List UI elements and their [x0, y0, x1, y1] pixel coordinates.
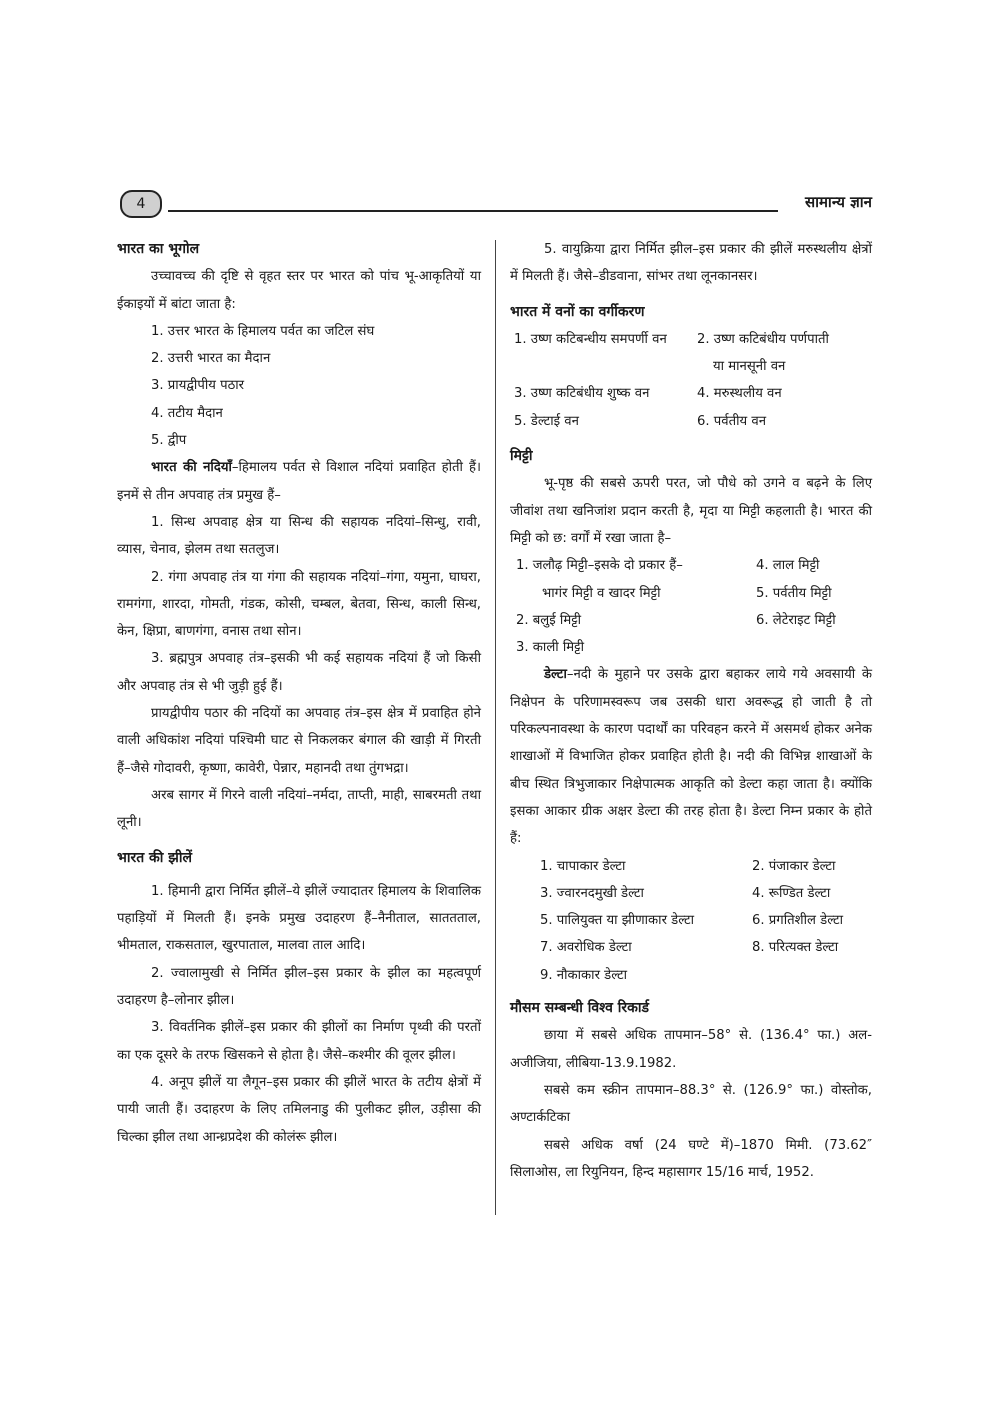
page-header — [120, 190, 872, 220]
delta-item: 4. रूण्डित डेल्टा — [752, 885, 831, 901]
forest-item: या मानसूनी वन — [713, 359, 786, 375]
soil-list — [510, 552, 872, 661]
lakes-paragraph: 5. वायुक्रिया द्वारा निर्मित झील–इस प्रकार की झीलें मरुस्थलीय क्षेत्रों में मिलती हैं। जैसे–डीडवाना, सांभर तथा लूनकानसर। — [510, 242, 872, 285]
rivers-intro — [117, 454, 481, 509]
soil-item: 1. जलौढ़ मिट्टी–इसके दो प्रकार हैं– — [516, 558, 683, 574]
forest-item: 2. उष्ण कटिबंधीय पर्णपाती — [697, 331, 829, 347]
delta-item: 9. नौकाकार डेल्टा — [540, 967, 628, 983]
lakes-paragraph: 1. हिमानी द्वारा निर्मित झीलें–ये झीलें ज्यादातर हिमालय के शिवालिक पहाड़ियों में मिलती हैं। इनके प्रमुख उदाहरण हैं–नैनीताल, साततताल, भीमताल, राकसताल, खुरपाताल, मालवा ताल आदि। — [117, 883, 481, 954]
forest-item — [514, 353, 689, 380]
soil-item: 6. लेटेराइट मिट्टी — [756, 612, 836, 628]
forest-item: 1. उष्ण कटिबन्धीय समपर्णी वन — [514, 331, 667, 347]
delta-paragraph — [510, 661, 872, 852]
geography-heading: भारत का भूगोल — [117, 241, 200, 257]
delta-item: 7. अवरोधिक डेल्टा — [540, 940, 632, 956]
geography-item: 4. तटीय मैदान — [151, 405, 223, 421]
lakes-heading: भारत की झीलें — [117, 849, 193, 866]
lakes-paragraph: 3. विवर्तनिक झीलें–इस प्रकार की झीलों का निर्माण पृथ्वी की परतों का एक दूसरे के तरफ खिसकने से होता है। जैसे–कश्मीर की वूलर झील। — [117, 1020, 481, 1063]
delta-item: 8. परित्यक्त डेल्टा — [752, 940, 839, 956]
delta-item: 3. ज्वारनदमुखी डेल्टा — [540, 885, 644, 901]
column-divider — [495, 240, 496, 1215]
forest-item: 5. डेल्टाई वन — [514, 413, 579, 429]
forest-list — [510, 326, 872, 435]
delta-item — [752, 962, 872, 989]
rivers-heading: भारत की नदियाँ — [151, 460, 232, 476]
page-number: 4 — [120, 190, 162, 218]
rivers-intro-text: –हिमालय पर्वत से विशाल नदियां प्रवाहित होती हैं। इनमें से तीन अपवाह तंत्र प्रमुख हैं– — [117, 460, 482, 503]
header-rule — [168, 210, 778, 212]
rivers-paragraph: 2. गंगा अपवाह तंत्र या गंगा की सहायक नदियां–गंगा, यमुना, घाघरा, रामगंगा, शारदा, गोमती, गंडक, कोसी, चम्बल, बेतवा, सिन्ध, काली सिन्ध, केन, क्षिप्रा, बाणगंगा, वनास तथा सोन। — [117, 569, 481, 640]
book-title: सामान्य ज्ञान — [804, 193, 872, 211]
weather-record: छाया में सबसे अधिक तापमान–58° से. (136.4° फा.) अल-अजीजिया, लीबिया-13.9.1982. — [510, 1028, 872, 1071]
delta-text: –नदी के मुहाने पर उसके द्वारा बहाकर लाये गये अवसायी के निक्षेपन के परिणामस्वरूप जब उसकी धारा अवरूद्ध हो जाती है तो परिकल्पनावस्था के कारण पदार्थों का परिवहन करने में असमर्थ होकर अनेक शाखाओं में विभाजित होकर प्रवाहित होती है। नदी की विभिन्न शाखाओं के बीच स्थित त्रिभुजाकार निक्षेपात्मक आकृति को डेल्टा कहा जाता है। क्योंकि इसका आकार ग्रीक अक्षर डेल्टा की तरह होता है। डेल्टा निम्न प्रकार के होते हैं: — [510, 667, 872, 847]
forest-heading: भारत में वनों का वर्गीकरण — [510, 303, 645, 320]
geography-item: 1. उत्तर भारत के हिमालय पर्वत का जटिल संघ — [151, 323, 375, 339]
rivers-paragraph: 3. ब्रह्मपुत्र अपवाह तंत्र–इसकी भी कई सहायक नदियां हैं जो किसी और अपवाह तंत्र से भी जुड़ी हुई हैं। — [117, 651, 481, 694]
soil-item: भागंर मिट्टी व खादर मिट्टी — [542, 585, 661, 601]
delta-heading: डेल्टा — [544, 667, 567, 683]
rivers-paragraph: 1. सिन्ध अपवाह क्षेत्र या सिन्ध की सहायक नदियां–सिन्धु, रावी, व्यास, चेनाव, झेलम तथा सतलुज। — [117, 514, 481, 558]
weather-heading: मौसम सम्बन्धी विश्व रिकार्ड — [510, 1000, 649, 1017]
soil-item: 4. लाल मिट्टी — [756, 558, 820, 574]
delta-item: 6. प्रगतिशील डेल्टा — [752, 913, 844, 929]
forest-item: 4. मरुस्थलीय वन — [697, 386, 782, 402]
left-column — [117, 236, 481, 1151]
soil-item — [756, 634, 872, 661]
rivers-paragraph: प्रायद्वीपीय पठार की नदियों का अपवाह तंत्र–इस क्षेत्र में प्रवाहित होने वाली अधिकांश नदियां पश्चिमी घाट से निकलकर बंगाल की खाड़ी में गिरती हैं–जैसे गोदावरी, कृष्णा, कावेरी, पेन्नार, महानदी तथा तुंगभद्रा। — [117, 706, 481, 776]
rivers-paragraph: अरब सागर में गिरने वाली नदियां–नर्मदा, ताप्ती, माही, साबरमती तथा लूनी। — [117, 787, 481, 831]
geography-item: 2. उत्तरी भारत का मैदान — [151, 351, 271, 367]
delta-item: 2. पंजाकार डेल्टा — [752, 858, 836, 874]
geography-intro: उच्चावच्च की दृष्टि से वृहत स्तर पर भारत को पांच भू-आकृतियों या ईकाइयों में बांटा जाता है: — [117, 269, 481, 312]
delta-item: 1. चापाकार डेल्टा — [540, 858, 626, 874]
forest-item: 3. उष्ण कटिबंधीय शुष्क वन — [514, 386, 650, 402]
delta-list — [510, 853, 872, 989]
geography-item: 5. द्वीप — [151, 433, 187, 449]
lakes-paragraph: 4. अनूप झीलें या लैगून–इस प्रकार की झीलें भारत के तटीय क्षेत्रों में पायी जाती हैं। उदाहरण के लिए तमिलनाडु की पुलीकट झील, उड़ीसा की चिल्का झील तथा आन्ध्रप्रदेश की कोलंरू झील। — [117, 1074, 481, 1145]
right-column — [510, 236, 872, 1186]
geography-item: 3. प्रायद्वीपीय पठार — [151, 378, 245, 394]
soil-intro: भू-पृष्ठ की सबसे ऊपरी परत, जो पौधे को उगने व बढ़ने के लिए जीवांश तथा खनिजांश प्रदान करती है, मृदा या मिट्टी कहलाती है। भारत की मिट्टी को छ: वर्गों में रखा जाता है– — [510, 476, 872, 546]
soil-item: 2. बलुई मिट्टी — [516, 612, 582, 628]
weather-record: सबसे अधिक वर्षा (24 घण्टे में)–1870 मिमी. (73.62″ सिलाओस, ला रियुनियन, हिन्द महासागर 15/16 मार्च, 1952. — [510, 1137, 872, 1180]
soil-item: 3. काली मिट्टी — [516, 640, 585, 656]
lakes-paragraph: 2. ज्वालामुखी से निर्मित झील–इस प्रकार के झील का महत्वपूर्ण उदाहरण है–लोनार झील। — [117, 965, 481, 1009]
forest-item: 6. पर्वतीय वन — [697, 413, 767, 429]
soil-heading: मिट्टी — [510, 448, 533, 465]
soil-item: 5. पर्वतीय मिट्टी — [756, 585, 832, 601]
weather-record: सबसे कम स्क्रीन तापमान–88.3° से. (126.9° फा.) वोस्तोक, अण्टार्कटिका — [510, 1082, 872, 1126]
delta-item: 5. पालियुक्त या झीणाकार डेल्टा — [540, 913, 695, 929]
